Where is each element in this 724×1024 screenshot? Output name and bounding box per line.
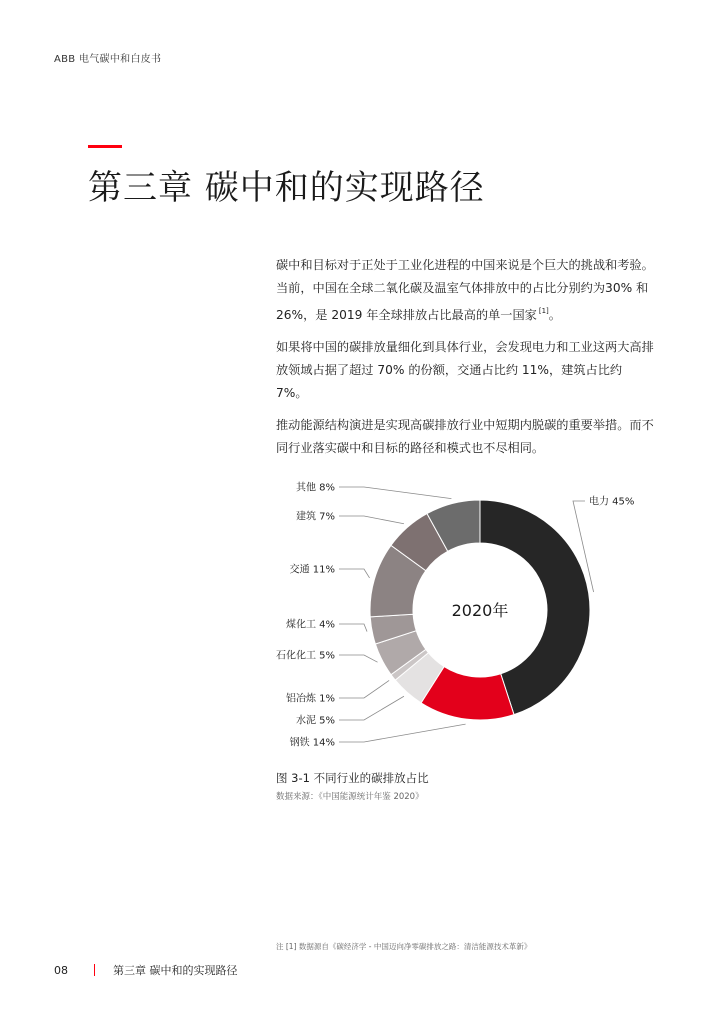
leader-line	[339, 569, 370, 578]
slice-label: 交通 11%	[289, 564, 335, 576]
paragraph-1	[276, 254, 656, 327]
paragraph-3: 推动能源结构演进是实现高碳排放行业中短期内脱碳的重要举措。而不同行业落实碳中和目标的路径和模式也不尽相同。	[276, 418, 654, 455]
leader-line	[339, 724, 466, 742]
title-accent-bar	[88, 145, 122, 148]
leader-line	[339, 624, 367, 632]
footnote: 注 [1] 数据源自《碳经济学 - 中国迈向净零碳排放之路：清洁能源技术革新》	[276, 942, 532, 951]
slice-label: 建筑 7%	[295, 511, 335, 523]
page-number: 08	[54, 963, 68, 977]
leader-line	[339, 655, 378, 662]
leader-line	[339, 516, 404, 524]
figure-source: 数据来源：《中国能源统计年鉴 2020》	[276, 792, 424, 802]
document-header: ABB 电气碳中和白皮书	[54, 54, 162, 65]
sector-emissions-donut-chart	[260, 470, 680, 765]
slice-label: 铝冶炼 1%	[285, 693, 335, 705]
leader-line	[339, 680, 389, 698]
leader-line	[339, 487, 451, 499]
body-text	[276, 254, 656, 469]
leader-line	[339, 696, 404, 720]
reference-marker[interactable]: [1]	[538, 307, 549, 315]
slice-label: 钢铁 14%	[289, 737, 335, 749]
chapter-title: 第三章 碳中和的实现路径	[88, 168, 485, 208]
paragraph-1-end: 。	[548, 308, 561, 322]
footer-chapter: 第三章 碳中和的实现路径	[113, 964, 238, 977]
page-footer	[54, 962, 238, 978]
slice-label: 煤化工 4%	[285, 619, 335, 631]
paragraph-1-text: 碳中和目标对于正处于工业化进程的中国来说是个巨大的挑战和考验。当前，中国在全球二氧化碳及温室气体排放中的占比分别约为30% 和 26%，是 2019 年全球排放占比最高的单一国家	[276, 258, 654, 322]
slice-label: 水泥 5%	[295, 715, 335, 727]
chart-center-label: 2020年	[451, 601, 509, 620]
paragraph-2: 如果将中国的碳排放量细化到具体行业，会发现电力和工业这两大高排放领域占据了超过 70% 的份额，交通占比约 11%，建筑占比约 7%。	[276, 340, 654, 400]
slice-label: 石化化工 5%	[275, 650, 335, 662]
slice-label: 电力 45%	[589, 496, 635, 508]
figure-caption: 图 3-1 不同行业的碳排放占比	[276, 771, 429, 785]
slice-label: 其他 8%	[295, 482, 335, 494]
footer-divider	[94, 964, 95, 976]
